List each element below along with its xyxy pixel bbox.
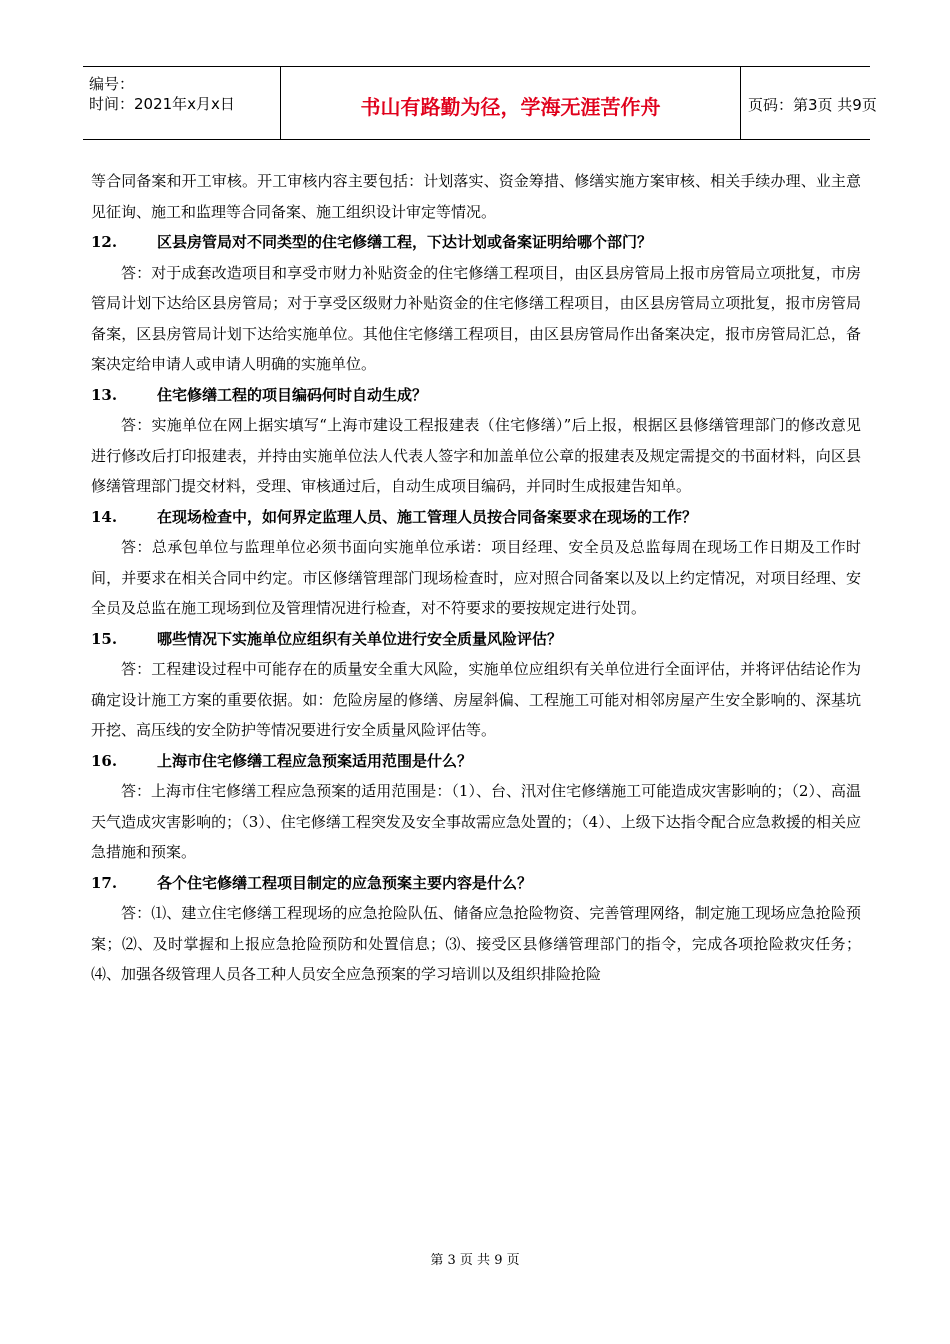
- question-text: 在现场检查中，如何界定监理人员、施工管理人员按合同备案要求在现场的工作？: [157, 507, 698, 526]
- question-text: 哪些情况下实施单位应组织有关单位进行安全质量风险评估？: [157, 629, 563, 648]
- question-16: [91, 746, 861, 777]
- document-header: [83, 66, 877, 140]
- question-number: 15.: [91, 629, 118, 648]
- question-number: 14.: [91, 507, 118, 526]
- answer-16: 答：上海市住宅修缮工程应急预案的适用范围是：（1）、台、汛对住宅修缮施工可能造成灾害影响的；（2）、高温天气造成灾害影响的；（3）、住宅修缮工程突发及安全事故需应急处置的；（4）、上级下达指令配合应急救援的相关应急措施和预案。: [91, 782, 861, 861]
- answer-17: 答：⑴、建立住宅修缮工程现场的应急抢险队伍、储备应急抢险物资、完善管理网络，制定施工现场应急抢险预案；⑵、及时掌握和上报应急抢险预防和处置信息；⑶、接受区县修缮管理部门的指令，完成各项抢险救灾任务；⑷、加强各级管理人员各工种人员安全应急预案的学习培训以及组织排险抢险: [91, 904, 861, 983]
- question-text: 各个住宅修缮工程项目制定的应急预案主要内容是什么？: [157, 873, 533, 892]
- question-number: 17.: [91, 873, 118, 892]
- document-body: [91, 166, 861, 990]
- header-info-cell: [83, 67, 280, 139]
- intro-paragraph: 等合同备案和开工审核。开工审核内容主要包括：计划落实、资金筹措、修缮实施方案审核、相关手续办理、业主意见征询、施工和监理等合同备案、施工组织设计审定等情况。: [91, 172, 861, 221]
- question-number: 13.: [91, 385, 118, 404]
- question-text: 住宅修缮工程的项目编码何时自动生成？: [157, 385, 428, 404]
- question-14: [91, 502, 861, 533]
- page-number-label: 页码：第3页 共9页: [748, 96, 877, 114]
- answer-12: 答：对于成套改造项目和享受市财力补贴资金的住宅修缮工程项目，由区县房管局上报市房管局立项批复，市房管局计划下达给区县房管局；对于享受区级财力补贴资金的住宅修缮工程项目，由区县房管局立项批复，报市房管局备案，区县房管局计划下达给实施单位。其他住宅修缮工程项目，由区县房管局作出备案决定，报市房管局汇总，备案决定给申请人或申请人明确的实施单位。: [91, 263, 861, 373]
- question-13: [91, 380, 861, 411]
- question-12: [91, 227, 861, 258]
- question-17: [91, 868, 861, 899]
- answer-14: 答：总承包单位与监理单位必须书面向实施单位承诺：项目经理、安全员及总监每周在现场工作日期及工作时间，并要求在相关合同中约定。市区修缮管理部门现场检查时，应对照合同备案以及以上约定情况，对项目经理、安全员及总监在施工现场到位及管理情况进行检查，对不符要求的要按规定进行处罚。: [91, 538, 861, 617]
- serial-label: 编号：: [89, 75, 135, 93]
- page-footer: 第 3 页 共 9 页: [430, 1253, 520, 1268]
- question-text: 上海市住宅修缮工程应急预案适用范围是什么？: [157, 751, 473, 770]
- answer-15: 答：工程建设过程中可能存在的质量安全重大风险，实施单位应组织有关单位进行全面评估，并将评估结论作为确定设计施工方案的重要依据。如：危险房屋的修缮、房屋斜偏、工程施工可能对相邻房屋产生安全影响的、深基坑开挖、高压线的安全防护等情况要进行安全质量风险评估等。: [91, 660, 861, 739]
- motto-text: 书山有路勤为径，学海无涯苦作舟: [360, 95, 661, 119]
- question-15: [91, 624, 861, 655]
- header-motto-cell: [280, 67, 741, 139]
- question-number: 12.: [91, 233, 118, 251]
- answer-13: 答：实施单位在网上据实填写“上海市建设工程报建表（住宅修缮）”后上报，根据区县修缮管理部门的修改意见进行修改后打印报建表，并持由实施单位法人代表人签字和加盖单位公章的报建表及规定需提交的书面材料，向区县修缮管理部门提交材料，受理、审核通过后，自动生成项目编码，并同时生成报建告知单。: [91, 416, 861, 495]
- question-text: 区县房管局对不同类型的住宅修缮工程，下达计划或备案证明给哪个部门？: [157, 233, 653, 251]
- header-page-cell: [740, 67, 877, 139]
- date-label: 时间：2021年x月x日: [89, 95, 235, 113]
- question-number: 16.: [91, 751, 118, 770]
